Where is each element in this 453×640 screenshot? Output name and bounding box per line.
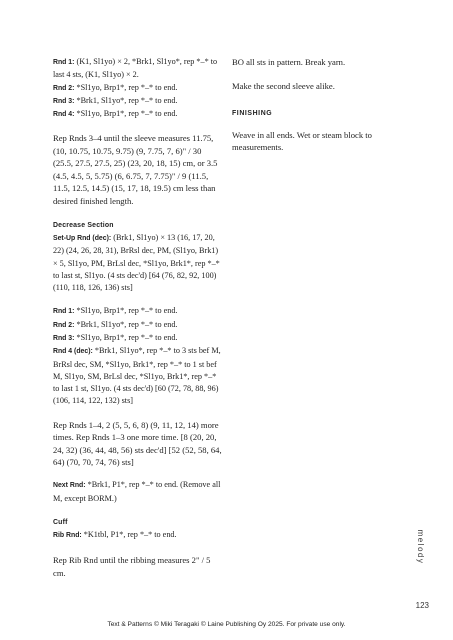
instruction-rnd-4	[53, 108, 223, 121]
rnd-label: Rnd 4 (dec):	[53, 348, 93, 356]
rnd-text: *Sl1yo, Brp1*, rep *–* to end.	[74, 333, 178, 342]
rnd-text: *Sl1yo, Brp1*, rep *–* to end.	[74, 82, 178, 92]
repeat-paragraph-2: Rep Rnds 1–4, 2 (5, 5, 6, 8) (9, 11, 12, 14) more times. Rep Rnds 1–3 one more time. [8 (20, 20, 24, 32) (36, 44, 48, 56) sts dec'd] [52 (52, 58, 64, 64) (70, 70, 74, 76) sts]	[53, 419, 222, 467]
rib-round	[53, 529, 223, 542]
next-round	[53, 479, 223, 505]
instruction-rnd-4-dec	[53, 345, 223, 407]
cuff-heading: Cuff	[53, 519, 68, 526]
setup-label: Set-Up Rnd (dec):	[53, 234, 112, 242]
next-text: *Brk1, P1*, rep *–* to end. (Remove all M, except BORM.)	[53, 480, 221, 503]
rnd-text: *Brk1, Sl1yo*, rep *–* to end.	[74, 319, 178, 329]
rnd-text: (K1, Sl1yo) × 2, *Brk1, Sl1yo*, rep *–* to last 4 sts, (K1, Sl1yo) × 2.	[53, 57, 218, 80]
rib-paragraph: Rep Rib Rnd until the ribbing measures 2" / 5 cm.	[53, 555, 211, 578]
rnd-text: *Brk1, Sl1yo*, rep *–* to end.	[74, 95, 178, 105]
rib-label: Rib Rnd:	[53, 532, 82, 539]
rnd-text: *Sl1yo, Brp1*, rep *–* to end.	[74, 109, 178, 119]
instruction-rnd-1	[53, 305, 223, 318]
instruction-block-2	[53, 305, 223, 407]
page-number: 123	[415, 601, 429, 610]
rnd-label: Rnd 2:	[53, 84, 75, 92]
rnd-label: Rnd 1:	[53, 59, 75, 66]
bind-off-paragraph: BO all sts in pattern. Break yarn.	[232, 57, 346, 67]
instruction-rnd-2	[53, 82, 223, 95]
instruction-rnd-3	[53, 95, 223, 108]
rnd-text: *Brk1, Sl1yo*, rep *–* to 3 sts bef M, BrRsl dec, SM, *Sl1yo, Brk1*, rep *–* to 1 st bef M, Sl1yo, SM, BrLsl dec, *Sl1yo, Brk1*, rep *–* to last 1 st, Sl1yo. (4 sts dec'd) [60 (72, 78, 88, 96) (106, 114, 122, 132) sts]	[53, 346, 221, 406]
instruction-rnd-3	[53, 332, 223, 345]
setup-text: (Brk1, Sl1yo) × 13 (16, 17, 20, 22) (24, 26, 28, 31), BrRsl dec, PM, (Sl1yo, Brk1) × 5, Sl1yo, PM, BrLsl dec, *Sl1yo, Brk1*, rep *–* to last st, Sl1yo. (4 sts dec'd) [64 (76, 82, 92, 100) (110, 118, 126, 136) sts]	[53, 232, 220, 293]
instruction-rnd-1	[53, 56, 223, 82]
weave-paragraph: Weave in all ends. Wet or steam block to measurements.	[232, 129, 372, 153]
rnd-label: Rnd 1:	[53, 308, 75, 316]
rnd-text: *Sl1yo, Brp1*, rep *–* to end.	[74, 306, 178, 316]
setup-round	[53, 232, 223, 294]
rnd-label: Rnd 2:	[53, 321, 75, 329]
rnd-label: Rnd 3:	[53, 97, 75, 105]
side-pattern-label: melody	[416, 529, 425, 565]
repeat-paragraph: Rep Rnds 3–4 until the sleeve measures 11.75, (10, 10.75, 10.75, 9.75) (9, 7.75, 7, 6)" / 30 (25.5, 27.5, 27.5, 25) (23, 20, 18, 15) cm, or 3.5 (4.5, 4.5, 5, 5.75) (6, 6.75, 7, 7.75)" / 9 (11.5, 11.5, 12.5, 14.5) (15, 17, 18, 19.5) cm less than desired finished length.	[53, 133, 218, 206]
rib-text: *K1tbl, P1*, rep *–* to end.	[81, 530, 177, 539]
copyright-footer: Text & Patterns © Miki Teragaki © Laine Publishing Oy 2025. For private use only.	[107, 621, 346, 628]
instruction-rnd-2	[53, 319, 223, 332]
instruction-block-1	[53, 56, 223, 121]
rnd-label: Rnd 3:	[53, 335, 75, 342]
rnd-label: Rnd 4:	[53, 111, 75, 119]
second-sleeve-paragraph: Make the second sleeve alike.	[232, 81, 335, 92]
right-column	[232, 56, 402, 154]
decrease-section-heading: Decrease Section	[53, 221, 114, 229]
next-label: Next Rnd:	[53, 482, 86, 490]
finishing-heading: FINISHING	[232, 109, 273, 117]
left-column	[53, 56, 223, 579]
